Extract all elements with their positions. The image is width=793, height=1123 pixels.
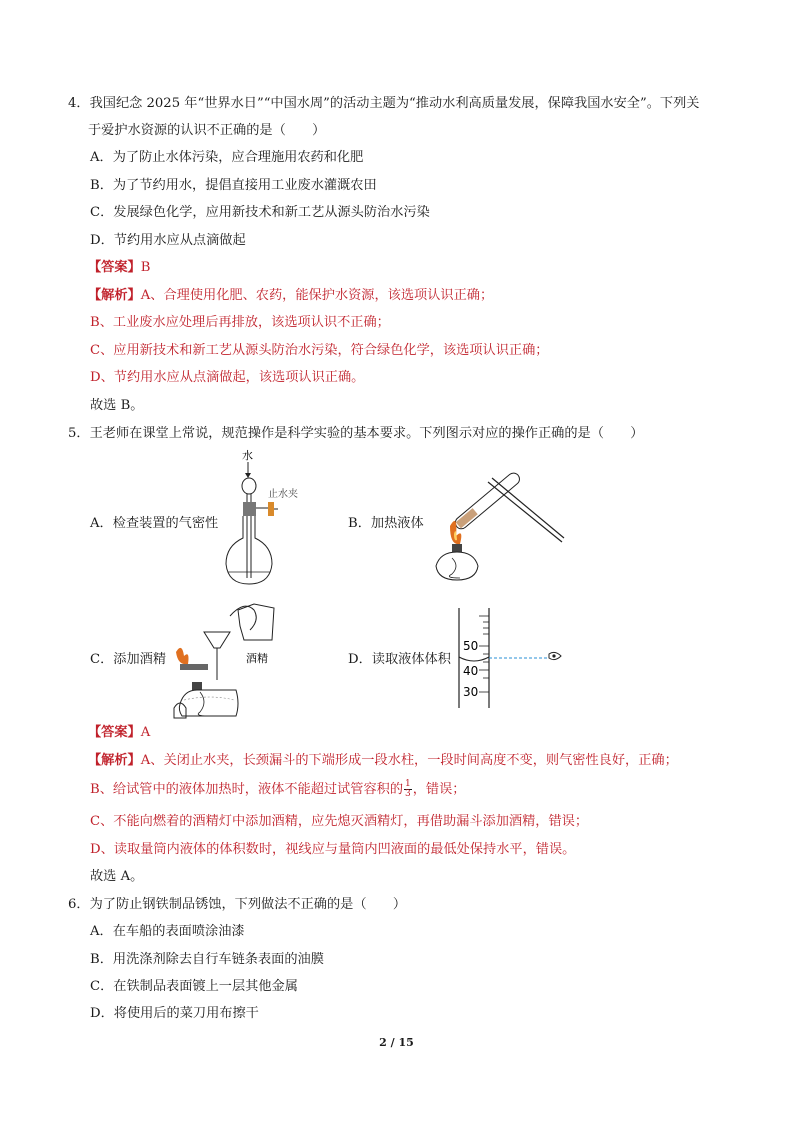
answer-value: A (140, 725, 151, 740)
q4-conclusion: 故选 B。 (90, 398, 144, 413)
q4-analysis-d: D、节约用水应从点滴做起，该选项认识正确。 (90, 370, 365, 385)
analysis-text: A、合理使用化肥、农药，能保护水资源，该选项认识正确； (140, 288, 494, 303)
q5-answer (88, 723, 150, 743)
figure-airtightness-check (218, 446, 318, 586)
fraction-denominator: 3 (405, 789, 411, 799)
q4-analysis-c: C、应用新技术和新工艺从源头防治水污染，符合绿色化学，该选项认识正确； (90, 343, 549, 358)
q5-option-b: B．加热液体 (348, 516, 424, 531)
q4-option-c: C．发展绿色化学，应用新技术和新工艺从源头防治水污染 (90, 205, 430, 220)
figure-adding-alcohol (170, 596, 310, 720)
analysis-text: A、关闭止水夹，长颈漏斗的下端形成一段水柱，一段时间高度不变，则气密性良好，正确； (140, 753, 678, 768)
q6-option-c: C．在铁制品表面镀上一层其他金属 (90, 979, 298, 994)
q6-option-d: D．将使用后的菜刀用布擦干 (90, 1006, 259, 1021)
q4-analysis-b: B、工业废水应处理后再排放，该选项认识不正确； (90, 315, 390, 330)
q6-stem: 6．为了防止钢铁制品锈蚀，下列做法不正确的是（ ） (68, 897, 407, 912)
q5-analysis-a (88, 751, 678, 771)
q4-option-d: D．节约用水应从点滴做起 (90, 233, 246, 248)
answer-tag: 【答案】 (88, 725, 141, 740)
scale-label-50: 50 (463, 639, 479, 653)
q5-option-d: D．读取液体体积 (348, 652, 451, 667)
page-number: 2 / 15 (379, 1036, 414, 1049)
figure-reading-volume (455, 606, 567, 710)
q4-answer (88, 258, 150, 278)
analysis-b-pre: B、给试管中的液体加热时，液体不能超过试管容积的 (90, 782, 404, 797)
q4-option-a: A．为了防止水体污染，应合理施用农药和化肥 (90, 150, 364, 165)
figure-label-water: 水 (242, 449, 253, 462)
q6-option-a: A．在车船的表面喷涂油漆 (90, 924, 245, 939)
q4-stem-line2: 于爱护水资源的认识不正确的是（ ） (88, 123, 326, 138)
figure-label-clamp: 止水夹 (268, 489, 298, 500)
q5-option-a: A．检查装置的气密性 (90, 516, 219, 531)
fraction-numerator: 1 (405, 779, 411, 789)
figure-label-alcohol: 酒精 (246, 652, 268, 665)
analysis-b-post: ，错误； (412, 782, 466, 797)
q5-analysis-c: C、不能向燃着的酒精灯中添加酒精，应先熄灭酒精灯，再借助漏斗添加酒精，错误； (90, 814, 589, 829)
q4-option-b: B．为了节约用水，提倡直接用工业废水灌溉农田 (90, 178, 377, 193)
q4-analysis-a (88, 286, 493, 306)
q5-stem: 5．王老师在课堂上常说，规范操作是科学实验的基本要求。下列图示对应的操作正确的是（ ） (68, 426, 644, 441)
analysis-tag: 【解析】 (88, 753, 141, 768)
q5-conclusion: 故选 A。 (90, 869, 144, 884)
q5-analysis-d: D、读取量筒内液体的体积数时，视线应与量筒内凹液面的最低处保持水平，错误。 (90, 842, 576, 857)
scale-label-30: 30 (463, 685, 479, 699)
analysis-tag: 【解析】 (88, 288, 141, 303)
figure-heating-liquid (430, 454, 570, 594)
q5-option-c: C．添加酒精 (90, 652, 167, 667)
scale-label-40: 40 (463, 664, 479, 678)
fraction-one-third (404, 780, 412, 799)
q4-stem-line1: 4．我国纪念 2025 年“世界水日”“中国水周”的活动主题为“推动水利高质量发展，保障我国水安全”。下列关 (68, 96, 700, 111)
q5-analysis-b (90, 780, 466, 800)
answer-tag: 【答案】 (88, 260, 141, 275)
q6-option-b: B．用洗涤剂除去自行车链条表面的油膜 (90, 952, 324, 967)
answer-value: B (140, 260, 151, 275)
